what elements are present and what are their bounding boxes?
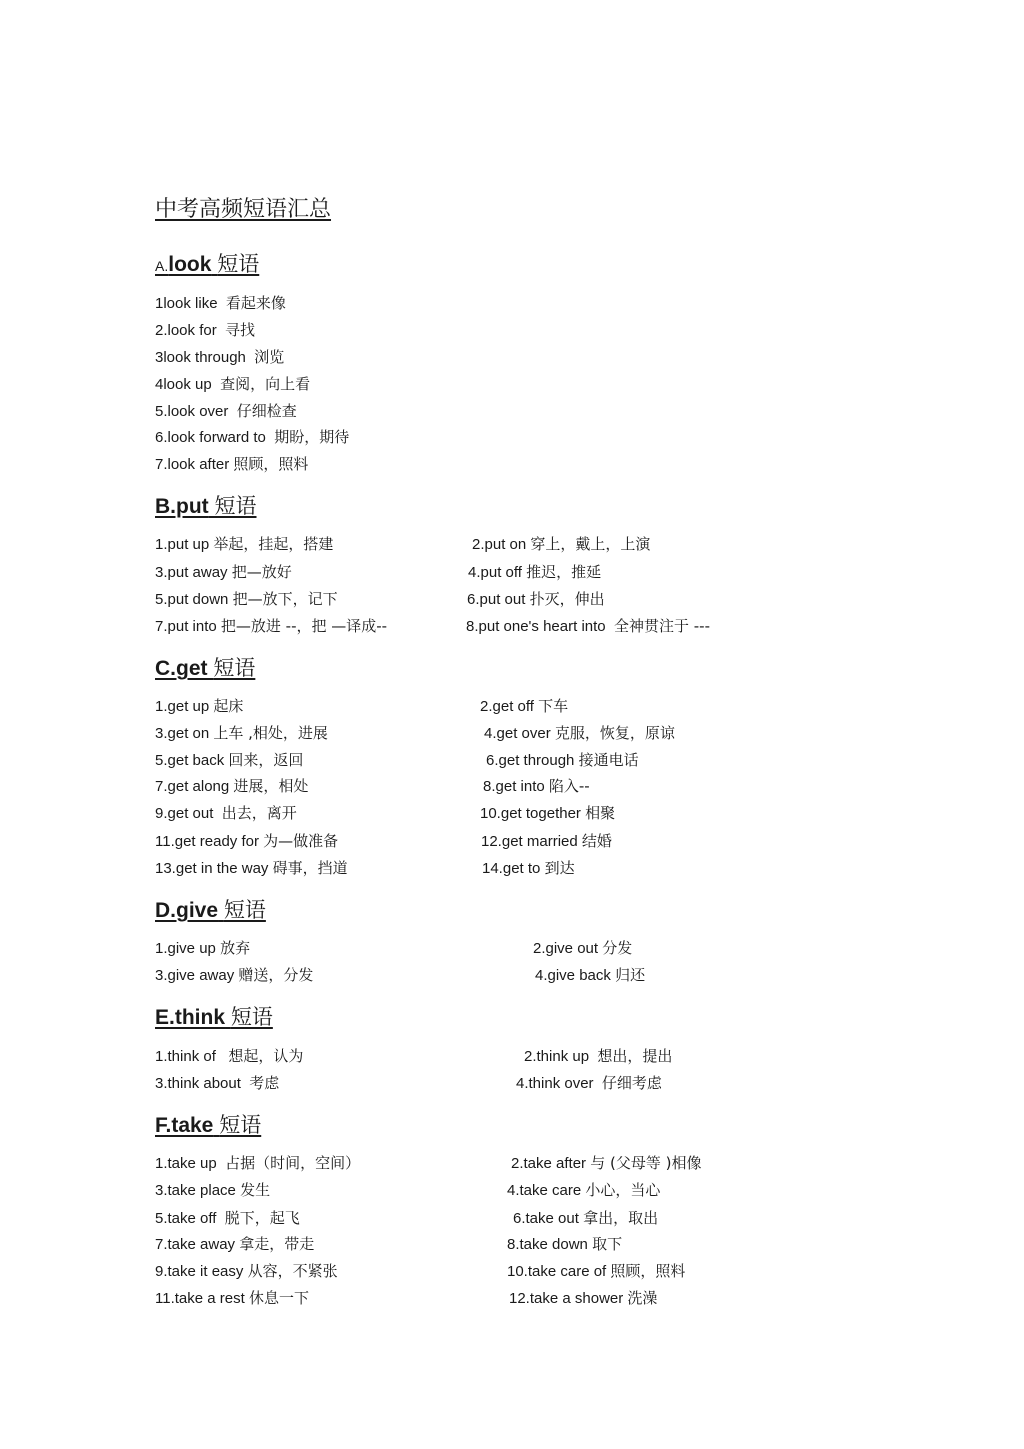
phrase-cn: 把—放下，记下 bbox=[232, 590, 338, 608]
phrase-en: 2.look for bbox=[155, 322, 217, 339]
phrase-cn: 为—做准备 bbox=[263, 832, 339, 850]
phrase-cn: 陷入-- bbox=[548, 777, 590, 795]
phrase-en: 11.get ready for bbox=[155, 833, 259, 850]
list-item bbox=[155, 320, 255, 341]
phrase-cn: 洗澡 bbox=[627, 1289, 658, 1307]
phrase-en: 4.take care bbox=[507, 1182, 582, 1199]
list-item bbox=[155, 1073, 279, 1094]
section-heading-en: D.give bbox=[155, 899, 219, 922]
phrase-cn: 浏览 bbox=[254, 348, 285, 366]
section-heading-put bbox=[155, 490, 257, 520]
phrase-cn: 想起，认为 bbox=[228, 1047, 304, 1065]
phrase-en: 2.give out bbox=[533, 940, 599, 957]
phrase-cn: 看起来像 bbox=[225, 294, 286, 312]
phrase-en: 1.take up bbox=[155, 1155, 217, 1172]
list-item bbox=[155, 965, 313, 986]
list-item bbox=[155, 1261, 338, 1282]
phrase-en: 5.take off bbox=[155, 1210, 217, 1227]
phrase-cn: 取下 bbox=[592, 1235, 623, 1253]
list-item bbox=[155, 1153, 360, 1174]
phrase-cn: 下车 bbox=[538, 697, 569, 715]
phrase-en: 5.look over bbox=[155, 403, 229, 420]
list-item bbox=[466, 616, 710, 637]
phrase-en: 6.take out bbox=[513, 1210, 579, 1227]
phrase-en: 5.get back bbox=[155, 752, 225, 769]
phrase-en: 10.get together bbox=[480, 805, 581, 822]
section-heading-cn: 短语 bbox=[213, 656, 256, 680]
list-item bbox=[155, 534, 333, 555]
list-item bbox=[468, 562, 601, 583]
phrase-en: 5.put down bbox=[155, 591, 229, 608]
phrase-cn: 照顾，照料 bbox=[233, 455, 309, 473]
list-item bbox=[155, 696, 243, 717]
phrase-en: 8.take down bbox=[507, 1236, 588, 1253]
section-prefix: A. bbox=[155, 258, 169, 274]
section-heading-cn: 短语 bbox=[217, 252, 260, 276]
phrase-en: 2.put on bbox=[472, 536, 527, 553]
phrase-en: 12.take a shower bbox=[509, 1290, 624, 1307]
phrase-en: 7.get along bbox=[155, 778, 230, 795]
phrase-cn: 出去，离开 bbox=[221, 804, 297, 822]
phrase-cn: 全神贯注于 --- bbox=[613, 617, 710, 635]
phrase-en: 1.give up bbox=[155, 940, 216, 957]
list-item bbox=[155, 938, 250, 959]
phrase-cn: 归还 bbox=[615, 966, 646, 984]
phrase-en: 8.put one's heart into bbox=[466, 618, 606, 635]
phrase-en: 4.give back bbox=[535, 967, 611, 984]
list-item bbox=[155, 374, 310, 395]
phrase-cn: 相聚 bbox=[585, 804, 616, 822]
list-item bbox=[155, 858, 348, 879]
section-heading-en: F.take bbox=[155, 1114, 214, 1137]
section-heading-en: B.put bbox=[155, 495, 209, 518]
phrase-en: 6.look forward to bbox=[155, 429, 266, 446]
section-heading-cn: 短语 bbox=[223, 898, 266, 922]
phrase-en: 1.put up bbox=[155, 536, 210, 553]
phrase-en: 3.give away bbox=[155, 967, 235, 984]
phrase-cn: 进展，相处 bbox=[233, 777, 309, 795]
list-item bbox=[524, 1046, 672, 1067]
phrase-en: 4look up bbox=[155, 376, 212, 393]
phrase-cn: 期盼，期待 bbox=[274, 428, 350, 446]
phrase-en: 4.get over bbox=[484, 725, 551, 742]
phrase-cn: 查阅，向上看 bbox=[220, 375, 311, 393]
phrase-cn: 考虑 bbox=[249, 1074, 280, 1092]
phrase-en: 1look like bbox=[155, 295, 218, 312]
phrase-en: 1.think of bbox=[155, 1048, 216, 1065]
list-item bbox=[155, 427, 349, 448]
phrase-cn: 把—放进 --，把 —译成-- bbox=[220, 617, 388, 635]
phrase-en: 1.get up bbox=[155, 698, 210, 715]
list-item bbox=[155, 1046, 303, 1067]
phrase-cn: 把—放好 bbox=[231, 563, 292, 581]
phrase-en: 13.get in the way bbox=[155, 860, 269, 877]
phrase-en: 14.get to bbox=[482, 860, 541, 877]
phrase-en: 6.put out bbox=[467, 591, 526, 608]
list-item bbox=[507, 1234, 622, 1255]
list-item bbox=[155, 562, 292, 583]
list-item bbox=[507, 1261, 685, 1282]
phrase-cn: 拿走，带走 bbox=[239, 1235, 315, 1253]
phrase-cn: 起床 bbox=[213, 697, 244, 715]
phrase-cn: 接通电话 bbox=[578, 751, 639, 769]
list-item bbox=[155, 723, 328, 744]
phrase-cn: 拿出，取出 bbox=[583, 1209, 659, 1227]
list-item bbox=[516, 1073, 662, 1094]
phrase-en: 4.think over bbox=[516, 1075, 594, 1092]
section-heading-think bbox=[155, 1001, 273, 1031]
list-item bbox=[480, 696, 568, 717]
phrase-cn: 结婚 bbox=[581, 832, 612, 850]
list-item bbox=[155, 454, 308, 475]
phrase-en: 11.take a rest bbox=[155, 1290, 245, 1307]
phrase-en: 9.get out bbox=[155, 805, 214, 822]
section-heading-cn: 短语 bbox=[219, 1113, 262, 1137]
section-heading-take bbox=[155, 1109, 261, 1139]
phrase-cn: 仔细考虑 bbox=[601, 1074, 662, 1092]
section-heading-give bbox=[155, 894, 266, 924]
list-item bbox=[483, 776, 590, 797]
list-item bbox=[481, 831, 612, 852]
section-heading-cn: 短语 bbox=[214, 494, 257, 518]
phrase-en: 10.take care of bbox=[507, 1263, 607, 1280]
phrase-cn: 克服，恢复，原谅 bbox=[554, 724, 675, 742]
list-item bbox=[155, 589, 338, 610]
phrase-en: 12.get married bbox=[481, 833, 578, 850]
list-item bbox=[155, 347, 284, 368]
phrase-en: 2.think up bbox=[524, 1048, 590, 1065]
section-heading-en: C.get bbox=[155, 657, 208, 680]
list-item bbox=[155, 1180, 270, 1201]
list-item bbox=[155, 803, 297, 824]
phrase-en: 2.take after bbox=[511, 1155, 587, 1172]
phrase-cn: 仔细检查 bbox=[236, 402, 297, 420]
phrase-cn: 分发 bbox=[602, 939, 633, 957]
phrase-en: 3look through bbox=[155, 349, 246, 366]
section-heading-look bbox=[155, 248, 259, 278]
phrase-cn: 赠送，分发 bbox=[238, 966, 314, 984]
list-item bbox=[511, 1153, 701, 1174]
section-heading-cn: 短语 bbox=[230, 1005, 273, 1029]
phrase-cn: 休息一下 bbox=[248, 1289, 309, 1307]
phrase-cn: 到达 bbox=[544, 859, 575, 877]
list-item bbox=[155, 750, 303, 771]
phrase-cn: 放弃 bbox=[220, 939, 251, 957]
document-title: 中考高频短语汇总 bbox=[155, 197, 332, 222]
list-item bbox=[482, 858, 575, 879]
section-heading-en: look bbox=[168, 253, 212, 276]
phrase-cn: 回来，返回 bbox=[228, 751, 304, 769]
section-heading-get bbox=[155, 652, 255, 682]
list-item bbox=[155, 1288, 309, 1309]
phrase-cn: 上车 ,相处，进展 bbox=[213, 724, 328, 742]
list-item bbox=[155, 831, 338, 852]
list-item bbox=[155, 1208, 300, 1229]
list-item bbox=[155, 293, 286, 314]
phrase-en: 7.take away bbox=[155, 1236, 236, 1253]
phrase-cn: 与 (父母等 )相像 bbox=[590, 1154, 702, 1172]
phrase-cn: 占据（时间，空间） bbox=[225, 1154, 361, 1172]
list-item bbox=[509, 1288, 657, 1309]
list-item bbox=[155, 616, 387, 637]
list-item bbox=[155, 401, 297, 422]
phrase-en: 7.look after bbox=[155, 456, 230, 473]
phrase-en: 3.put away bbox=[155, 564, 228, 581]
list-item bbox=[486, 750, 639, 771]
phrase-en: 3.take place bbox=[155, 1182, 236, 1199]
phrase-cn: 碍事，挡道 bbox=[272, 859, 348, 877]
list-item bbox=[513, 1208, 658, 1229]
phrase-en: 3.get on bbox=[155, 725, 210, 742]
phrase-cn: 小心，当心 bbox=[585, 1181, 661, 1199]
list-item bbox=[155, 1234, 314, 1255]
list-item bbox=[155, 776, 308, 797]
phrase-cn: 从容，不紧张 bbox=[247, 1262, 338, 1280]
list-item bbox=[480, 803, 615, 824]
phrase-en: 8.get into bbox=[483, 778, 545, 795]
list-item bbox=[472, 534, 650, 555]
phrase-cn: 推迟，推延 bbox=[526, 563, 602, 581]
phrase-cn: 想出，提出 bbox=[597, 1047, 673, 1065]
list-item bbox=[533, 938, 632, 959]
list-item bbox=[484, 723, 675, 744]
list-item bbox=[507, 1180, 660, 1201]
phrase-en: 9.take it easy bbox=[155, 1263, 244, 1280]
list-item bbox=[535, 965, 645, 986]
phrase-cn: 寻找 bbox=[225, 321, 256, 339]
list-item bbox=[467, 589, 605, 610]
phrase-en: 2.get off bbox=[480, 698, 534, 715]
phrase-cn: 扑灭，伸出 bbox=[529, 590, 605, 608]
phrase-cn: 举起，挂起，搭建 bbox=[213, 535, 334, 553]
phrase-en: 7.put into bbox=[155, 618, 217, 635]
phrase-cn: 照顾，照料 bbox=[610, 1262, 686, 1280]
section-heading-en: E.think bbox=[155, 1006, 226, 1029]
phrase-cn: 发生 bbox=[240, 1181, 271, 1199]
phrase-cn: 穿上，戴上，上演 bbox=[530, 535, 651, 553]
phrase-en: 4.put off bbox=[468, 564, 522, 581]
phrase-cn: 脱下，起飞 bbox=[224, 1209, 300, 1227]
phrase-en: 3.think about bbox=[155, 1075, 241, 1092]
phrase-en: 6.get through bbox=[486, 752, 575, 769]
